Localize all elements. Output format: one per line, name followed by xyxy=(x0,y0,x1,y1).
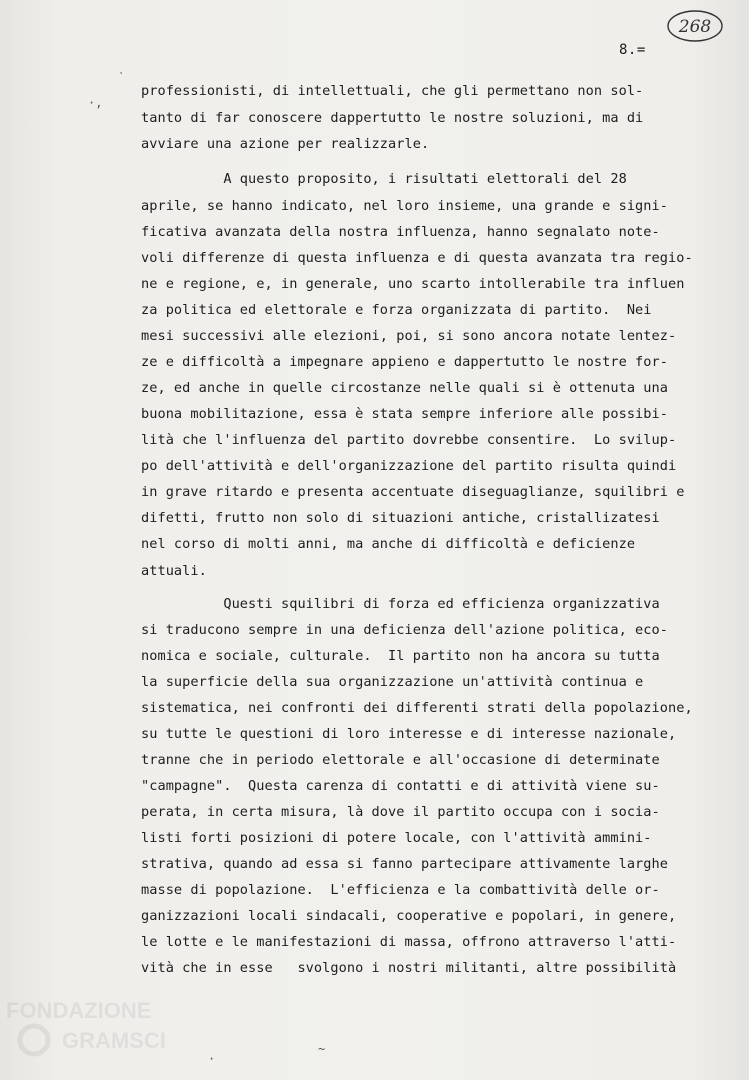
watermark-graphic xyxy=(4,990,204,1070)
text-line: aprile, se hanno indicato, nel loro insieme, una grande e signi- xyxy=(141,198,668,214)
archive-stamp-oval xyxy=(664,6,726,46)
ink-speck: ~ xyxy=(318,1042,326,1056)
text-line: tranne che in periodo elettorale e all'occasione di determinate xyxy=(141,752,660,768)
ink-speck: ˋ xyxy=(118,70,126,84)
text-line: ze e difficoltà a impegnare appieno e dappertutto le nostre for- xyxy=(141,354,668,370)
text-line: nomica e sociale, culturale. Il partito non ha ancora su tutta xyxy=(141,648,660,664)
text-line: tanto di far conoscere dappertutto le nostre soluzioni, ma di xyxy=(141,110,644,126)
text-line: attuali. xyxy=(141,563,207,579)
text-line: A questo proposito, i risultati elettorali del 28 xyxy=(141,171,627,187)
text-line: si traducono sempre in una deficienza dell'azione politica, eco- xyxy=(141,622,668,638)
text-line: sistematica, nei confronti dei differenti strati della popolazione, xyxy=(141,700,693,716)
text-line: "campagne". Questa carenza di contatti e di attività viene su- xyxy=(141,778,660,794)
text-line: in grave ritardo e presenta accentuate diseguaglianze, squilibri e xyxy=(141,484,685,500)
text-line: po dell'attività e dell'organizzazione del partito risulta quindi xyxy=(141,458,677,474)
watermark-line-2: GRAMSCI xyxy=(62,1028,166,1053)
text-line: voli differenze di questa influenza e di questa avanzata tra regio- xyxy=(141,250,693,266)
text-line: listi forti posizioni di potere locale, con l'attività ammini- xyxy=(141,830,652,846)
text-line: perata, in certa misura, là dove il partito occupa con i socia- xyxy=(141,804,660,820)
text-line: mesi successivi alle elezioni, poi, si sono ancora notate lentez- xyxy=(141,328,677,344)
ink-speck: · xyxy=(208,1052,216,1066)
text-line: nel corso di molti anni, ma anche di difficoltà e deficienze xyxy=(141,536,636,552)
text-line: ne e regione, e, in generale, uno scarto intollerabile tra influen xyxy=(141,276,685,292)
text-line: professionisti, di intellettuali, che gli permettano non sol- xyxy=(141,83,644,99)
page-number: 8.= xyxy=(619,42,646,58)
text-line: masse di popolazione. L'efficienza e la combattività delle or- xyxy=(141,882,660,898)
text-line: difetti, frutto non solo di situazioni antiche, cristallizatesi xyxy=(141,510,660,526)
watermark-line-1: FONDAZIONE xyxy=(6,998,152,1023)
text-line: su tutte le questioni di loro interesse e di interesse nazionale, xyxy=(141,726,677,742)
text-line: ze, ed anche in quelle circostanze nelle quali si è ottenuta una xyxy=(141,380,668,396)
text-line: lità che l'influenza del partito dovrebbe consentire. Lo svilup- xyxy=(141,432,677,448)
text-line: vità che in esse svolgono i nostri militanti, altre possibilità xyxy=(141,960,677,976)
ink-speck: ·, xyxy=(88,96,103,110)
watermark xyxy=(4,990,204,1070)
archive-stamp-number: 268 xyxy=(678,17,712,37)
text-line: za politica ed elettorale e forza organizzata di partito. Nei xyxy=(141,302,652,318)
text-line: Questi squilibri di forza ed efficienza organizzativa xyxy=(141,596,660,612)
text-line: avviare una azione per realizzarle. xyxy=(141,136,430,152)
text-line: la superficie della sua organizzazione un'attività continua e xyxy=(141,674,644,690)
text-line: le lotte e le manifestazioni di massa, offrono attraverso l'atti- xyxy=(141,934,677,950)
text-line: buona mobilitazione, essa è stata sempre inferiore alle possibi- xyxy=(141,406,668,422)
text-line: strativa, quando ad essa si fanno partecipare attivamente larghe xyxy=(141,856,668,872)
text-line: ficativa avanzata della nostra influenza, hanno segnalato note- xyxy=(141,224,660,240)
text-line: ganizzazioni locali sindacali, cooperative e popolari, in genere, xyxy=(141,908,677,924)
archive-stamp xyxy=(664,6,726,46)
